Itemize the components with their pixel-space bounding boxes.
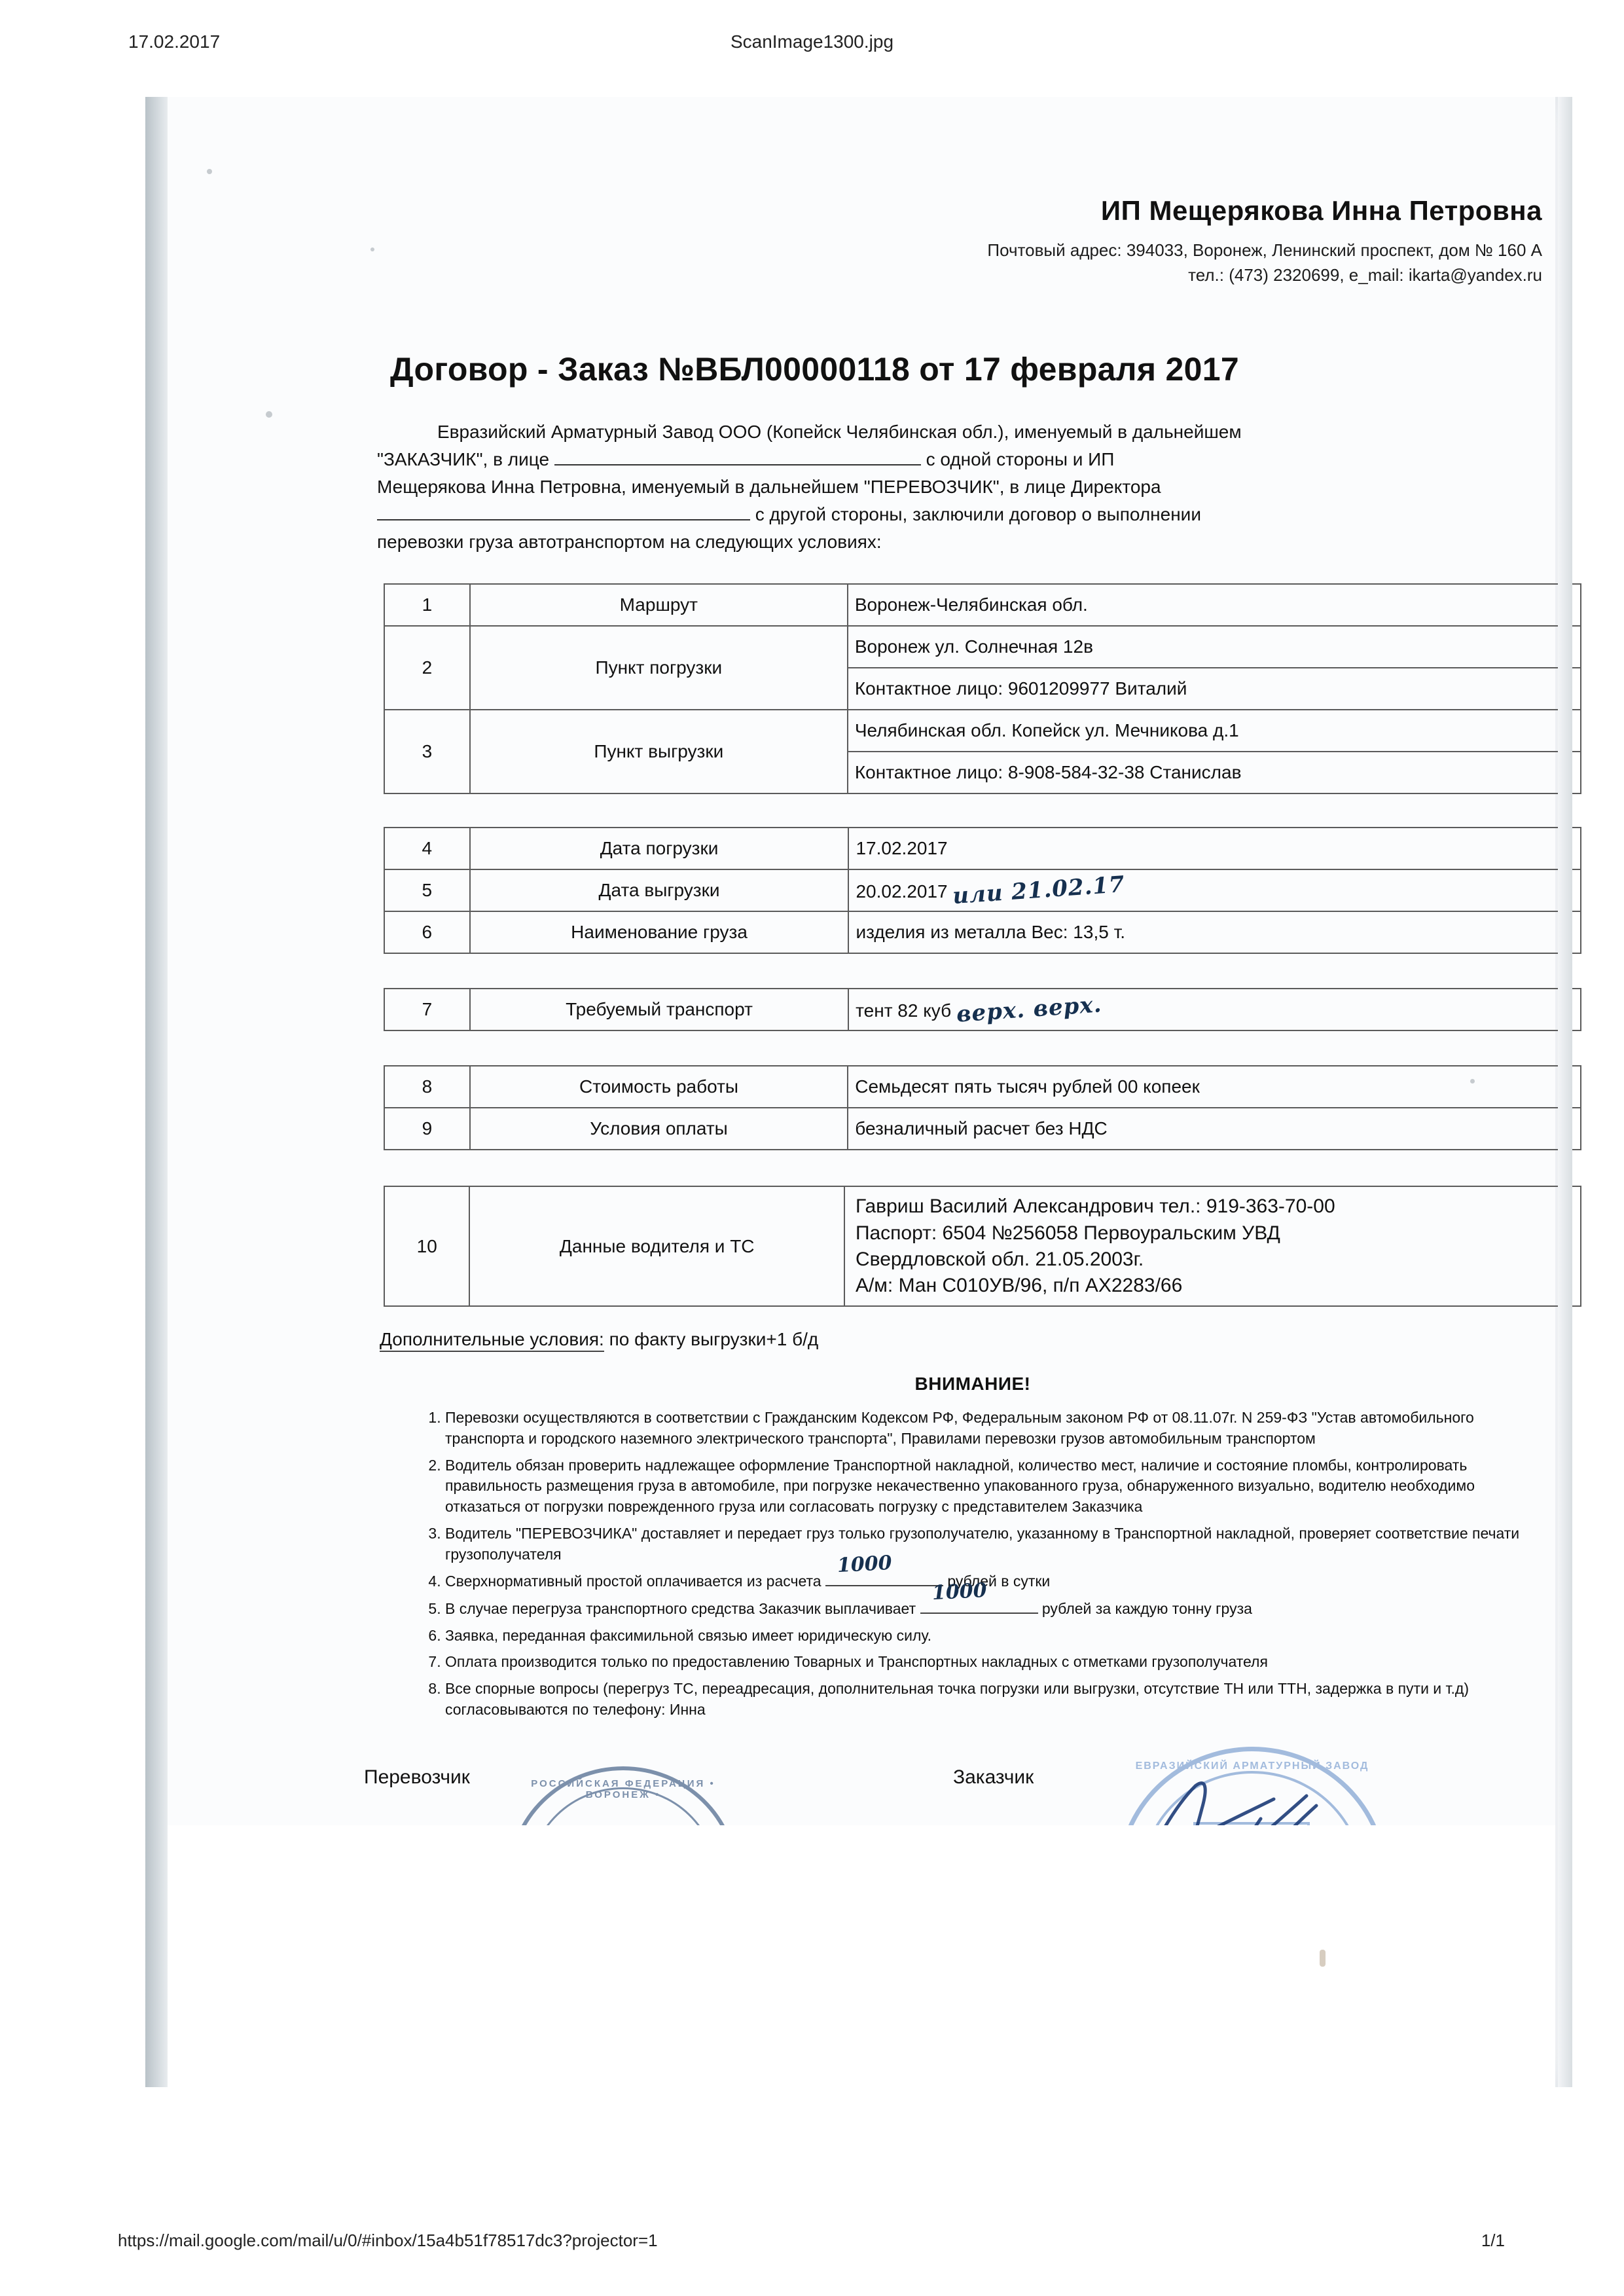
unload-date-handwritten: или 21.02.17: [952, 871, 1127, 910]
terms-list: [423, 1408, 1581, 1721]
driver-line-3: Свердловской обл. 21.05.2003г.: [855, 1248, 1144, 1270]
table-row: [384, 1108, 1581, 1150]
company-address-line1: Почтовый адрес: 394033, Воронеж, Ленинский проспект, дом № 160 А: [987, 240, 1542, 260]
table-row: [384, 1186, 1581, 1306]
table-row: [384, 710, 1581, 752]
row-value-secondary: Контактное лицо: 8-908-584-32-38 Станислав: [848, 752, 1581, 793]
overload-amount-handwritten: 1000: [931, 1578, 987, 1605]
row-label: Дата выгрузки: [470, 869, 849, 911]
print-footer-url: https://mail.google.com/mail/u/0/#inbox/15a4b51f78517dc3?projector=1: [118, 2231, 658, 2250]
customer-signature-label: Заказчик: [953, 1766, 1034, 1788]
row-number: 4: [384, 828, 470, 869]
row-value: Воронеж ул. Солнечная 12в: [848, 626, 1581, 668]
row-label: Наименование груза: [470, 911, 849, 953]
scan-speck: [207, 169, 212, 174]
document-paper: [168, 97, 1555, 1825]
company-name: ИП Мещерякова Инна Петровна: [1100, 195, 1542, 226]
print-header-date: 17.02.2017: [128, 31, 221, 52]
preamble-line2b: с одной стороны и ИП: [926, 449, 1115, 470]
row-label: Пункт выгрузки: [470, 710, 848, 793]
unload-date-printed: 20.02.2017: [856, 881, 948, 902]
preamble-line1: Евразийский Арматурный Завод ООО (Копейск Челябинская обл.), именуемый в дальнейшем: [437, 422, 1242, 443]
table-row: [384, 828, 1581, 869]
transport-handwritten: верх. верх.: [955, 991, 1103, 1029]
scan-smudge: [1320, 1950, 1326, 1967]
company-address-line2: тел.: (473) 2320699, e_mail: ikarta@yandex.ru: [1188, 264, 1542, 285]
cargo-dates-table: [384, 827, 1581, 954]
row-value: 17.02.2017: [848, 828, 1581, 869]
preamble: [377, 418, 1581, 556]
row-value: [844, 1186, 1581, 1306]
list-item: 2. Водитель обязан проверить надлежащее оформление Транспортной накладной, количество мест, наличие и состояние пломбы, контролировать правильность размещения груза в автомобиле, при погрузке некачественно упакованного груза, обнаруженного визуально, водителю необходимо отказаться от погрузки поврежденного груза или согласовать погрузку с представителем Заказчика: [445, 1455, 1536, 1518]
transport-table: [384, 988, 1581, 1031]
row-label: Данные водителя и ТС: [469, 1186, 844, 1306]
scanned-page: [145, 97, 1572, 2087]
term5-pre: В случае перегруза транспортного средства Заказчик выплачивает: [445, 1600, 916, 1617]
term5-post: рублей за каждую тонну груза: [1041, 1600, 1252, 1617]
row-label: Требуемый транспорт: [470, 989, 848, 1030]
row-value: безналичный расчет без НДС: [848, 1108, 1581, 1150]
row-value: [848, 869, 1581, 911]
attention-heading: ВНИМАНИЕ!: [914, 1374, 1031, 1394]
row-number: 8: [384, 1066, 470, 1108]
print-footer: [0, 2231, 1624, 2257]
list-item: 8. Все спорные вопросы (перегруз ТС, переадресация, дополнительная точка погрузки или выгрузки, отсутствие ТН или ТТН, задержка в пути и т.д) согласовываются по телефону: Инна: [445, 1679, 1536, 1720]
row-label: Условия оплаты: [470, 1108, 848, 1150]
list-item: 7. Оплата производится только по предоставлению Товарных и Транспортных накладных с отметками грузополучателя: [445, 1652, 1536, 1673]
extra-conditions-label: Дополнительные условия:: [380, 1329, 604, 1352]
table-row: [384, 626, 1581, 668]
term4-pre: Сверхнормативный простой оплачивается из расчета: [445, 1573, 821, 1590]
row-label: Дата погрузки: [470, 828, 849, 869]
row-value: [848, 989, 1581, 1030]
demurrage-amount-field[interactable]: [825, 1552, 943, 1586]
row-number: 1: [384, 584, 470, 626]
print-header: [0, 31, 1624, 58]
carrier-signature-label: Перевозчик: [364, 1766, 470, 1788]
company-address: [364, 238, 1542, 287]
preamble-line5: перевозки груза автотранспортом на следующих условиях:: [377, 532, 882, 553]
row-number: 10: [384, 1186, 469, 1306]
table-row: [384, 911, 1581, 953]
list-item: [445, 1552, 1536, 1592]
row-label: Стоимость работы: [470, 1066, 848, 1108]
driver-table: [384, 1186, 1581, 1307]
carrier-stamp-top-text: РОССИЙСКАЯ ФЕДЕРАЦИЯ • ВОРОНЕЖ •: [531, 1778, 715, 1800]
row-label: Маршрут: [470, 584, 848, 626]
scan-speck: [266, 411, 272, 418]
row-number: 9: [384, 1108, 470, 1150]
print-footer-page: 1/1: [1481, 2231, 1505, 2250]
print-header-filename: ScanImage1300.jpg: [730, 31, 894, 52]
table-row: [384, 584, 1581, 626]
term4-post: рублей в сутки: [947, 1573, 1051, 1590]
document-body: [364, 195, 1581, 1806]
driver-line-1: Гавриш Василий Александрович тел.: 919-363-70-00: [855, 1195, 1335, 1218]
row-value: Челябинская обл. Копейск ул. Мечникова д.1: [848, 710, 1581, 752]
row-value-secondary: Контактное лицо: 9601209977 Виталий: [848, 668, 1581, 710]
row-label: Пункт погрузки: [470, 626, 848, 710]
row-number: 7: [384, 989, 470, 1030]
row-number: 6: [384, 911, 470, 953]
driver-line-2: Паспорт: 6504 №256058 Первоуральским УВД: [855, 1222, 1280, 1244]
demurrage-amount-handwritten: 1000: [837, 1552, 893, 1578]
row-number: 2: [384, 626, 470, 710]
preamble-line4b: с другой стороны, заключили договор о выполнении: [755, 504, 1201, 525]
payment-table: [384, 1065, 1581, 1150]
table-row: [384, 1066, 1581, 1108]
row-value: Семьдесят пять тысяч рублей 00 копеек: [848, 1066, 1581, 1108]
list-item: 6. Заявка, переданная факсимильной связью имеет юридическую силу.: [445, 1626, 1536, 1647]
signature-row: [364, 1766, 1581, 1806]
row-value: Воронеж-Челябинская обл.: [848, 584, 1581, 626]
row-value: изделия из металла Вес: 13,5 т.: [848, 911, 1581, 953]
row-number: 3: [384, 710, 470, 793]
extra-conditions: [380, 1329, 1581, 1350]
extra-conditions-value: по факту выгрузки+1 б/д: [609, 1329, 819, 1350]
preamble-line2a: "ЗАКАЗЧИК", в лице: [377, 449, 550, 470]
list-item: 3. Водитель "ПЕРЕВОЗЧИКА" доставляет и передает груз только грузополучателю, указанному в Транспортной накладной, проверяет соответствие печати грузополучателя: [445, 1523, 1536, 1565]
transport-printed: тент 82 куб: [856, 1000, 952, 1021]
table-row: [384, 869, 1581, 911]
table-row: [384, 989, 1581, 1030]
document-title: Договор - Заказ №ВБЛ00000118 от 17 февраля 2017: [390, 351, 1239, 388]
scan-bottom-blank: [168, 1825, 1555, 2087]
preamble-line3: Мещерякова Инна Петровна, именуемый в дальнейшем "ПЕРЕВОЗЧИК", в лице Директора: [377, 477, 1161, 498]
driver-line-4: А/м: Ман С010УВ/96, п/п АХ2283/66: [855, 1274, 1183, 1296]
carrier-representative-rule: [377, 506, 750, 520]
customer-stamp-top-text: ЕВРАЗИЙСКИЙ АРМАТУРНЫЙ ЗАВОД: [1135, 1760, 1369, 1772]
route-table: [384, 583, 1581, 794]
list-item: 1. Перевозки осуществляются в соответствии с Гражданским Кодексом РФ, Федеральным законом РФ от 08.11.07г. N 259-ФЗ "Устав автомобильного транспорта и городского наземного электрического транспорта", Правилами перевозки грузов автомобильным транспортом: [445, 1408, 1536, 1449]
customer-representative-rule: [554, 451, 921, 465]
row-number: 5: [384, 869, 470, 911]
